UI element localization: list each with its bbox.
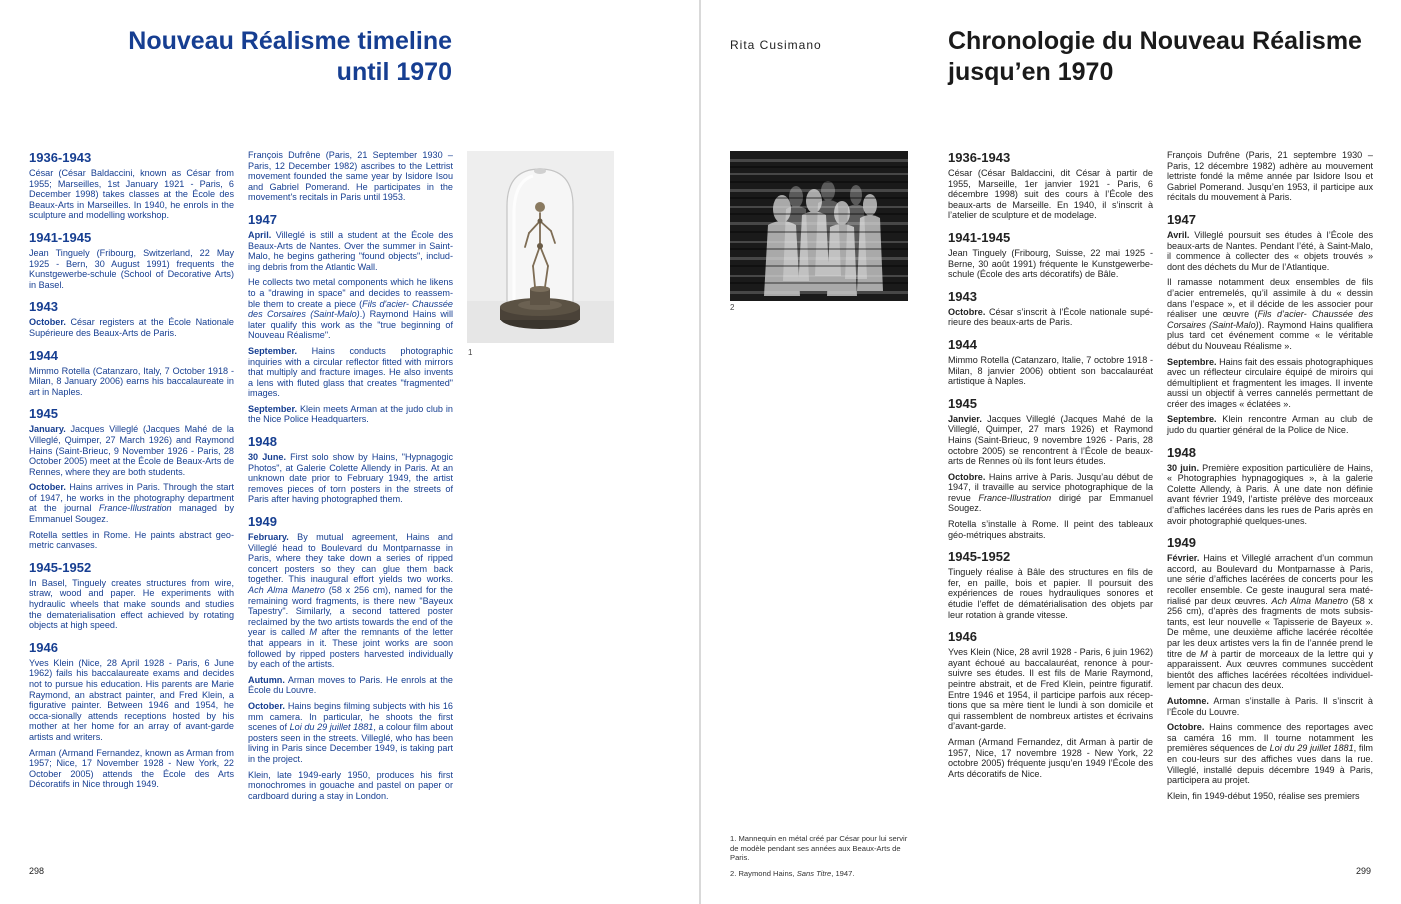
timeline-entry bbox=[29, 168, 234, 221]
page-title-en bbox=[52, 26, 452, 88]
timeline-year-heading: 1945 bbox=[948, 395, 977, 411]
timeline-entry bbox=[948, 519, 1153, 540]
timeline-entry bbox=[1167, 414, 1373, 435]
entry-text: Klein, late 1949-early 1950, produces his first monochromes in gouache and pastel on paper or cardboard during a stay in London. bbox=[248, 769, 453, 801]
entry-text: Hains arrives in Paris. Through the start of 1947, he works in the photography department at the journal bbox=[29, 482, 234, 514]
work-title: France-Illustration bbox=[978, 492, 1052, 503]
work-title: Ach Alma Manetro bbox=[248, 585, 325, 595]
entry-text: César s’inscrit à l’École nationale supé-rieure des beaux-arts de Paris. bbox=[948, 306, 1153, 328]
author-name: Rita Cusimano bbox=[730, 38, 822, 52]
entry-text: César (César Baldaccini, known as César from 1955; Marseilles, 1st January 1921 - Paris, 6 December 1998) takes classes at the École des Beaux-Arts in Marseilles. In 1940, he enrols in the sculpture and modelling workshop. bbox=[29, 168, 234, 221]
timeline-year-heading: 1947 bbox=[248, 211, 277, 227]
entry-text: By mutual agreement, Hains and Villeglé head to Boulevard du Montparnasse in Paris, where they take down a series of ripped concert posters so they can glue them back together. This inaugural effort yields two works. bbox=[248, 532, 453, 585]
entry-text: First solo show by Hains, "Hypnagogic Photos", at Galerie Colette Allendy in Paris. At an unknown date prior to February 1949, the artist removes pieces of torn posters in the streets of Paris after having photographed them. bbox=[248, 452, 453, 505]
entry-date-label: Janvier. bbox=[948, 413, 982, 424]
timeline-entry bbox=[1167, 277, 1373, 351]
footnote-2-prefix: 2. Raymond Hains, bbox=[730, 868, 797, 878]
entry-text: Mimmo Rotella (Catanzaro, Italie, 7 octobre 1918 - Milan, 8 janvier 2006) obtient son baccalauréat artistique à Naples. bbox=[948, 354, 1153, 387]
timeline-entry bbox=[1167, 357, 1373, 410]
timeline-entry bbox=[948, 647, 1153, 732]
entry-date-label: Septembre. bbox=[1167, 356, 1217, 367]
timeline-year-heading: 1945 bbox=[29, 406, 58, 422]
title-line-1: Nouveau Réalisme timeline bbox=[128, 27, 452, 55]
timeline-year-heading: 1946 bbox=[29, 639, 58, 655]
entry-text: Rotella settles in Rome. He paints abstract geo-metric canvases. bbox=[29, 529, 234, 551]
timeline-entry bbox=[1167, 722, 1373, 786]
timeline-year-heading: 1936-1943 bbox=[948, 150, 1011, 165]
entry-text: Rotella s’installe à Rome. Il peint des tableaux géo-métriques abstraits. bbox=[948, 519, 1153, 540]
timeline-entry bbox=[29, 482, 234, 524]
timeline-year-heading: 1949 bbox=[248, 514, 277, 530]
entry-text: after the remnants of the letter that appears in it. These joint works are soon followed by ripped posters harvested individually by each of the artists. bbox=[248, 627, 453, 670]
timeline-entry bbox=[948, 472, 1153, 514]
work-title: France-Illustration bbox=[98, 503, 172, 514]
footnote-2 bbox=[730, 869, 910, 879]
entry-date-label: 30 June. bbox=[248, 452, 286, 463]
entry-text: Villeglé poursuit ses études à l’École des beaux-arts de Nantes. Pendant l’été, à Saint-Malo, il commence à collecter des « objets trouvés » dont des déchets du Mur de l’Atlantique. bbox=[1167, 229, 1373, 272]
timeline-year-heading: 1945-1952 bbox=[29, 559, 92, 575]
entry-date-label: Octobre. bbox=[948, 306, 986, 317]
timeline-year-heading: 1945-1952 bbox=[948, 549, 1011, 565]
timeline-column-2-en bbox=[248, 150, 453, 806]
entry-text: Hains arrive à Paris. Jusqu’au début de 1947, il travaille au service photographique de la revue bbox=[948, 471, 1153, 503]
entry-text: Klein rencontre Arman au club de judo du quartier général de la Police de Nice. bbox=[1167, 414, 1373, 436]
timeline-year-heading: 1946 bbox=[948, 629, 977, 645]
entry-text: Hains begins filming subjects with his 16 mm camera. In particular, he shoots the first scenes of bbox=[248, 700, 453, 733]
timeline-entry bbox=[948, 248, 1153, 280]
timeline-entry bbox=[248, 770, 453, 802]
entry-text: Arman s’installe à Paris. Il s’inscrit à l’École du Louvre. bbox=[1167, 695, 1373, 717]
entry-date-label: Autumn. bbox=[248, 674, 285, 685]
footnote-2-title: Sans Titre bbox=[796, 868, 832, 878]
timeline-entry bbox=[248, 532, 453, 670]
timeline-entry bbox=[948, 307, 1153, 328]
figure-number: 1 bbox=[468, 348, 473, 357]
entry-date-label: Automne. bbox=[1167, 695, 1209, 706]
footnotes bbox=[730, 834, 910, 884]
entry-text: Tinguely réalise à Bâle des structures en fils de fer, en paille, bois et papier. Il poursuit des expériences de roues hydrauliques sonores et étudie l’effet de dématérialisation des objets par leur rotation à grande vitesse. bbox=[948, 567, 1153, 620]
entry-date-label: Septembre. bbox=[1167, 414, 1217, 425]
timeline-entry bbox=[248, 150, 453, 203]
entry-text: Jean Tinguely (Fribourg, Switzerland, 22 May 1925 - Bern, 30 August 1991) frequents the Kunstgewerbe-schule (School of Decorative Arts) in Basel. bbox=[29, 247, 234, 290]
entry-date-label: October. bbox=[29, 482, 66, 493]
hains-fragmented-photo bbox=[730, 151, 908, 301]
entry-date-label: Octobre. bbox=[948, 471, 986, 482]
timeline-entry bbox=[29, 748, 234, 790]
work-title: Loi du 29 juillet 1881 bbox=[289, 722, 374, 733]
entry-text: Hains commence des reportages avec sa caméra 16 mm. Il tourne notamment les premières séquences de bbox=[1167, 722, 1373, 754]
entry-date-label: October. bbox=[29, 317, 66, 328]
timeline-entry bbox=[248, 346, 453, 399]
entry-text: , film en cou-leurs sur des affiches vues dans la rue. Villeglé, installé depuis décembre 1949 à Paris, participera au projet. bbox=[1167, 743, 1373, 786]
timeline-year-heading: 1947 bbox=[1167, 211, 1196, 227]
timeline-entry bbox=[248, 701, 453, 765]
timeline-year-heading: 1948 bbox=[1167, 444, 1196, 460]
timeline-entry bbox=[248, 230, 453, 272]
work-title: M bbox=[1200, 648, 1208, 659]
entry-text: César (César Baldaccini, dit César à partir de 1955, Marseille, 1er janvier 1921 - Paris, 6 décembre 1998) suit des cours à l’École des beaux-arts de Marseille. En 1940, il s’inscrit à l’atelier de sculpture et de modelage. bbox=[948, 168, 1153, 221]
timeline-year-heading: 1949 bbox=[1167, 535, 1196, 551]
work-title: Ach Alma Manetro bbox=[1271, 595, 1349, 606]
entry-text: dirigé par Emmanuel Sougez. bbox=[948, 492, 1153, 514]
entry-text: In Basel, Tinguely creates structures from wire, straw, wood and paper. He experiments with hydraulic wheels that make sounds and studies the dematerialisation effect achieved by rotating objects at high speed. bbox=[29, 577, 234, 631]
entry-date-label: Avril. bbox=[1167, 229, 1190, 240]
entry-text: Arman (Armand Fernandez, dit Arman à partir de 1957, Nice, 17 novembre 1928 - New York, 22 octobre 2005) fréquente jusqu’en 1949 l’École des Arts décoratifs de Nice. bbox=[948, 736, 1153, 779]
title-line-1: Chronologie du Nouveau Réalisme bbox=[948, 27, 1362, 55]
timeline-year-heading: 1943 bbox=[948, 288, 977, 304]
timeline-entry bbox=[248, 404, 453, 425]
entry-date-label: September. bbox=[248, 345, 298, 356]
entry-date-label: Octobre. bbox=[1167, 722, 1205, 733]
timeline-entry bbox=[248, 452, 453, 505]
entry-text: Hains fait des essais photographiques avec un réflecteur circulaire équipé de miroirs qui démultiplient et fragmentent les images. Il invente aussi un objectif à verres cannelés permettant de créer des images « éclatées ». bbox=[1167, 356, 1373, 409]
timeline-entry bbox=[29, 317, 234, 338]
timeline-entry bbox=[29, 530, 234, 551]
timeline-entry bbox=[948, 567, 1153, 620]
entry-text: Klein meets Arman at the judo club in the Nice Police Headquarters. bbox=[248, 403, 453, 425]
timeline-year-heading: 1944 bbox=[29, 347, 58, 363]
timeline-entry bbox=[248, 675, 453, 696]
timeline-entry bbox=[948, 414, 1153, 467]
entry-date-label: January. bbox=[29, 424, 66, 435]
entry-date-label: Février. bbox=[1167, 553, 1200, 564]
entry-text: , a colour film about posters seen in the streets. Villeglé, who has been living in Paris since December 1949, is taking part in the project. bbox=[248, 722, 454, 764]
entry-date-label: September. bbox=[248, 403, 298, 414]
entry-text: managed by Emmanuel Sougez. bbox=[29, 503, 234, 525]
entry-text: François Dufrêne (Paris, 21 September 1930 – Paris, 12 December 1982) ascribes to the Lettrist movement founded the same year by Isidore Isou and Gabriel Pomerand. He participates in the movement's recitals in Paris until 1953. bbox=[248, 150, 453, 203]
entry-text: Klein, fin 1949-début 1950, réalise ses premiers bbox=[1167, 790, 1360, 801]
timeline-year-heading: 1936-1943 bbox=[29, 150, 92, 165]
entry-text: Yves Klein (Nice, 28 April 1928 - Paris, 6 June 1962) fails his baccalaureate exams and decides not to pursue his education. His parents are Marie Raymond, an abstract painter, and Fred Klein, a figurative painter. Between 1946 and 1954, he occa-sionally attends receptions hosted by his mother at her home for an array of avant-garde artists and writers. bbox=[29, 657, 234, 742]
footnote-2-suffix: , 1947. bbox=[831, 868, 855, 878]
entry-text: He collects two metal components which he likens to a "drawing in space" and decides to reassem-ble them to create a piece ( bbox=[248, 277, 453, 309]
entry-text: Il ramasse notamment deux ensembles de fils d’acier entremelés, qu’il assimile à du « dessin dans l’espace », et il décide de les associer pour réaliser une œuvre ( bbox=[1167, 277, 1373, 320]
timeline-entry bbox=[29, 658, 234, 743]
entry-text: César registers at the École Nationale Supérieure des Beaux-Arts de Paris. bbox=[29, 317, 234, 338]
timeline-entry bbox=[29, 248, 234, 290]
timeline-entry bbox=[1167, 553, 1373, 691]
timeline-entry bbox=[29, 424, 234, 477]
footnote-1: 1. Mannequin en métal créé par César pour lui servir de modèle pendant ses années aux Beaux-Arts de Paris. bbox=[730, 834, 908, 863]
entry-date-label: February. bbox=[248, 532, 289, 543]
work-title: Fils d'acier- Chaussée des Corsaires (Saint-Malo) bbox=[248, 298, 453, 320]
entry-text: (58 x 256 cm), d’après des fragments de mots subsis-tants, est leur nouvelle « Tapisserie de Bayeux ». De même, une deuxième affiche lacérée récoltée par les deux artistes vers la fin de l’année prend le titre de bbox=[1167, 595, 1373, 659]
entry-date-label: October. bbox=[248, 700, 285, 711]
entry-text: Jacques Villeglé (Jacques Mahé de la Villeglé, Quimper, 27 March 1926) and Raymond Hains (Saint-Brieuc, 9 November 1926 - Paris, 28 October 2005) meet at the École de Beaux-Arts de Rennes, where they are both students. bbox=[29, 424, 234, 477]
timeline-column-2-fr bbox=[1167, 150, 1373, 806]
timeline-entry bbox=[248, 277, 453, 341]
timeline-year-heading: 1948 bbox=[248, 434, 277, 450]
work-title: Fils d’acier- Chaussée des Corsaires (Saint-Malo) bbox=[1167, 309, 1373, 330]
entry-text: (58 x 256 cm), named for the remaining word fragments, is there new "Bayeux Tapestry". Similarly, a second tattered poster reclaimed by the two artists towards the end of the year is called bbox=[248, 585, 453, 638]
entry-text: Jean Tinguely (Fribourg, Suisse, 22 mai 1925 - Berne, 30 août 1991) fréquente le Kunstgewerbe-schule (École des arts décoratifs) de Bâle. bbox=[948, 247, 1153, 280]
right-page bbox=[701, 0, 1401, 904]
timeline-entry bbox=[1167, 150, 1373, 203]
entry-text: Arman (Armand Fernandez, known as Arman from 1957; Nice, 17 November 1928 - New York, 22 October 2005) attends the École des Arts Décoratifs in Nice through 1949. bbox=[29, 747, 234, 790]
entry-text: Arman moves to Paris. He enrols at the École du Louvre. bbox=[248, 674, 453, 696]
entry-text: ). Raymond Hains qualifiera plus tard cet événement comme « le véritable début du Nouveau Réalisme ». bbox=[1167, 319, 1373, 351]
work-title: M bbox=[309, 627, 317, 638]
timeline-entry bbox=[29, 366, 234, 398]
entry-text: Jacques Villeglé (Jacques Mahé de la Villeglé, Quimper, 27 mars 1926) et Raymond Hains (Saint-Brieuc, 9 novembre 1926 - Paris, 28 octobre 2005) se rencontrent à l’École de beaux-arts de Rennes où ils font leurs études. bbox=[948, 413, 1153, 467]
timeline-entry bbox=[948, 168, 1153, 221]
work-title: Loi du 29 juillet 1881 bbox=[1269, 743, 1354, 754]
title-line-2: until 1970 bbox=[336, 58, 452, 86]
entry-date-label: 30 juin. bbox=[1167, 462, 1199, 473]
page-number: 299 bbox=[1356, 866, 1372, 876]
timeline-entry bbox=[948, 355, 1153, 387]
entry-text: Première exposition particulière de Hains, « Photographies hypnagogiques », à la galerie Colette Allendy, à Paris. À une date non définie avant février 1949, l’artiste prélève des morceaux d’affiches lacérées dans les rues de Paris après en avoir photographié quelques-unes. bbox=[1167, 462, 1373, 526]
timeline-year-heading: 1941-1945 bbox=[948, 229, 1011, 245]
timeline-entry bbox=[29, 578, 234, 631]
entry-date-label: April. bbox=[248, 229, 272, 240]
entry-text: François Dufrêne (Paris, 21 septembre 1930 – Paris, 12 décembre 1982) adhère au mouvement lettriste fondé la même année par Isidore Isou et Gabriel Pomerand. Jusqu’en 1953, il participe aux récitals du mouvement à Paris. bbox=[1167, 150, 1373, 203]
entry-text: Yves Klein (Nice, 28 avril 1928 - Paris, 6 juin 1962) ayant échoué au baccalauréat, renonce à pour-suivre ses études. Il est fils de Marie Raymond, peintre abstrait, et de Fred Klein, peintre figuratif. Entre 1946 et 1954, il participe parfois aux récep-tions que sa mère tient le lundi à son domicile et qui rassemblent de nombreux artistes et écrivains d’avant-garde. bbox=[948, 647, 1153, 732]
timeline-column-1-fr bbox=[948, 150, 1153, 784]
title-line-2: jusqu’en 1970 bbox=[948, 58, 1114, 86]
timeline-entry bbox=[1167, 463, 1373, 527]
timeline-column-1-en bbox=[29, 150, 234, 795]
timeline-entry bbox=[1167, 696, 1373, 717]
entry-text: .) Raymond Hains will later qualify this work as the "true beginning of Nouveau Réalisme". bbox=[248, 309, 453, 341]
timeline-year-heading: 1943 bbox=[29, 299, 58, 315]
timeline-year-heading: 1944 bbox=[948, 336, 977, 352]
entry-text: à partir de morceaux de la lettre qui y apparaissent. Aux œuvres communes succèdent bientôt des affiches lacérées récoltées individuel-lement par chacun des deux. bbox=[1167, 648, 1373, 691]
entry-text: Villeglé is still a student at the École des Beaux-Arts de Nantes. Over the summer in Saint-Malo, he begins gathering "found objects", includ-ing debris from the Atlantic Wall. bbox=[248, 229, 453, 272]
timeline-entry bbox=[1167, 230, 1373, 272]
timeline-entry bbox=[948, 737, 1153, 779]
mannequin-sculpture-photo bbox=[467, 151, 614, 343]
entry-text: Mimmo Rotella (Catanzaro, Italy, 7 October 1918 - Milan, 8 January 2006) earns his baccalaureate in art in Naples. bbox=[29, 365, 234, 397]
timeline-year-heading: 1941-1945 bbox=[29, 229, 92, 245]
left-page bbox=[0, 0, 699, 904]
figure-number: 2 bbox=[730, 303, 735, 312]
page-title-fr bbox=[948, 26, 1398, 88]
entry-text: Hains et Villeglé arrachent d’un commun accord, au Boulevard du Montparnasse à Paris, une série d’affiches lacérées de concerts pour les recoller ensemble. Ce geste inaugural sera maté-rialisé par deux œuvres. bbox=[1167, 553, 1373, 606]
timeline-entry bbox=[1167, 791, 1373, 802]
entry-text: Hains conducts photographic inquiries with a circular reflector fitted with mirrors that multiply and fracture images. He also invents a lens with fluted glass that creates "fragmented" images. bbox=[248, 345, 453, 399]
page-number: 298 bbox=[29, 866, 45, 876]
